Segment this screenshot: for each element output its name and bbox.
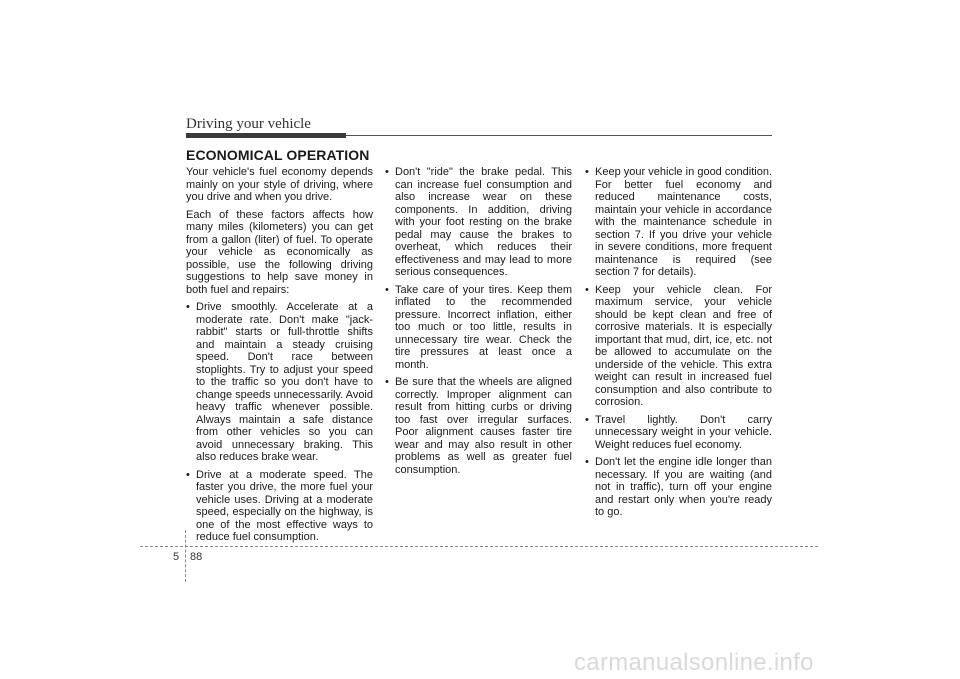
watermark: carmanualsonline.info	[574, 649, 814, 676]
text-column-3	[585, 166, 772, 524]
bullet-list	[186, 301, 373, 544]
list-item: • Don't "ride" the brake pedal. This can increase fuel consumption and also increase wear on these components. In addition, driving with your foot resting on the brake pedal may cause the brakes to overheat, which reduces their effectiveness and may lead to more serious consequences.	[385, 166, 572, 279]
header-accent-bar	[186, 133, 346, 138]
running-header: Driving your vehicle	[186, 116, 311, 132]
list-item: • Keep your vehicle in good condition. For better fuel economy and reduced maintenance costs, maintain your vehicle in accordance with the maintenance schedule in section 7. If you drive your vehicle in severe conditions, more frequent maintenance is required (see section 7 for details).	[585, 166, 772, 279]
section-title: ECONOMICAL OPERATION	[186, 147, 370, 163]
paragraph: Your vehicle's fuel economy depends mainly on your style of driving, where you drive and when you drive.	[186, 166, 373, 203]
list-item: • Be sure that the wheels are aligned correctly. Improper alignment can result from hitting curbs or driving too fast over irregular surfaces. Poor alignment causes faster tire wear and may also result in other problems as well as greater fuel consumption.	[385, 376, 572, 476]
text-column-2	[385, 166, 572, 481]
list-item: • Drive smoothly. Accelerate at a moderate rate. Don't make "jack-rabbit" starts or full-throttle shifts and maintain a steady cruising speed. Don't race between stoplights. Try to adjust your speed to the traffic so you don't have to change speeds unnecessarily. Avoid heavy traffic whenever possible. Always maintain a safe distance from other vehicles so you can avoid unnecessary braking. This also reduces brake wear.	[186, 301, 373, 464]
chapter-number: 5	[173, 551, 180, 563]
list-item: • Keep your vehicle clean. For maximum service, your vehicle should be kept clean and free of corrosive materials. It is especially important that mud, dirt, ice, etc. not be allowed to accumulate on the underside of the vehicle. This extra weight can result in increased fuel consumption and also contribute to corrosion.	[585, 284, 772, 409]
list-item: • Travel lightly. Don't carry unnecessary weight in your vehicle. Weight reduces fuel economy.	[585, 414, 772, 452]
bullet-list	[385, 166, 572, 476]
list-item: • Drive at a moderate speed. The faster you drive, the more fuel your vehicle uses. Driving at a moderate speed, especially on the highway, is one of the most effective ways to reduce fuel consumption.	[186, 469, 373, 544]
text-column-1	[186, 166, 373, 549]
list-item: • Don't let the engine idle longer than necessary. If you are waiting (and not in traffic), turn off your engine and restart only when you're ready to go.	[585, 456, 772, 519]
list-item: • Take care of your tires. Keep them inflated to the recommended pressure. Incorrect inflation, either too much or too little, results in unnecessary tire wear. Check the tire pressures at least once a month.	[385, 284, 572, 372]
page-number: 88	[190, 551, 203, 563]
bullet-list	[585, 166, 772, 519]
footer-rule	[140, 546, 818, 547]
paragraph: Each of these factors affects how many miles (kilometers) you can get from a gallon (liter) of fuel. To operate your vehicle as economically as possible, use the following driving suggestions to help save money in both fuel and repairs:	[186, 208, 373, 296]
header-rule	[346, 135, 772, 136]
footer-divider	[185, 530, 186, 582]
